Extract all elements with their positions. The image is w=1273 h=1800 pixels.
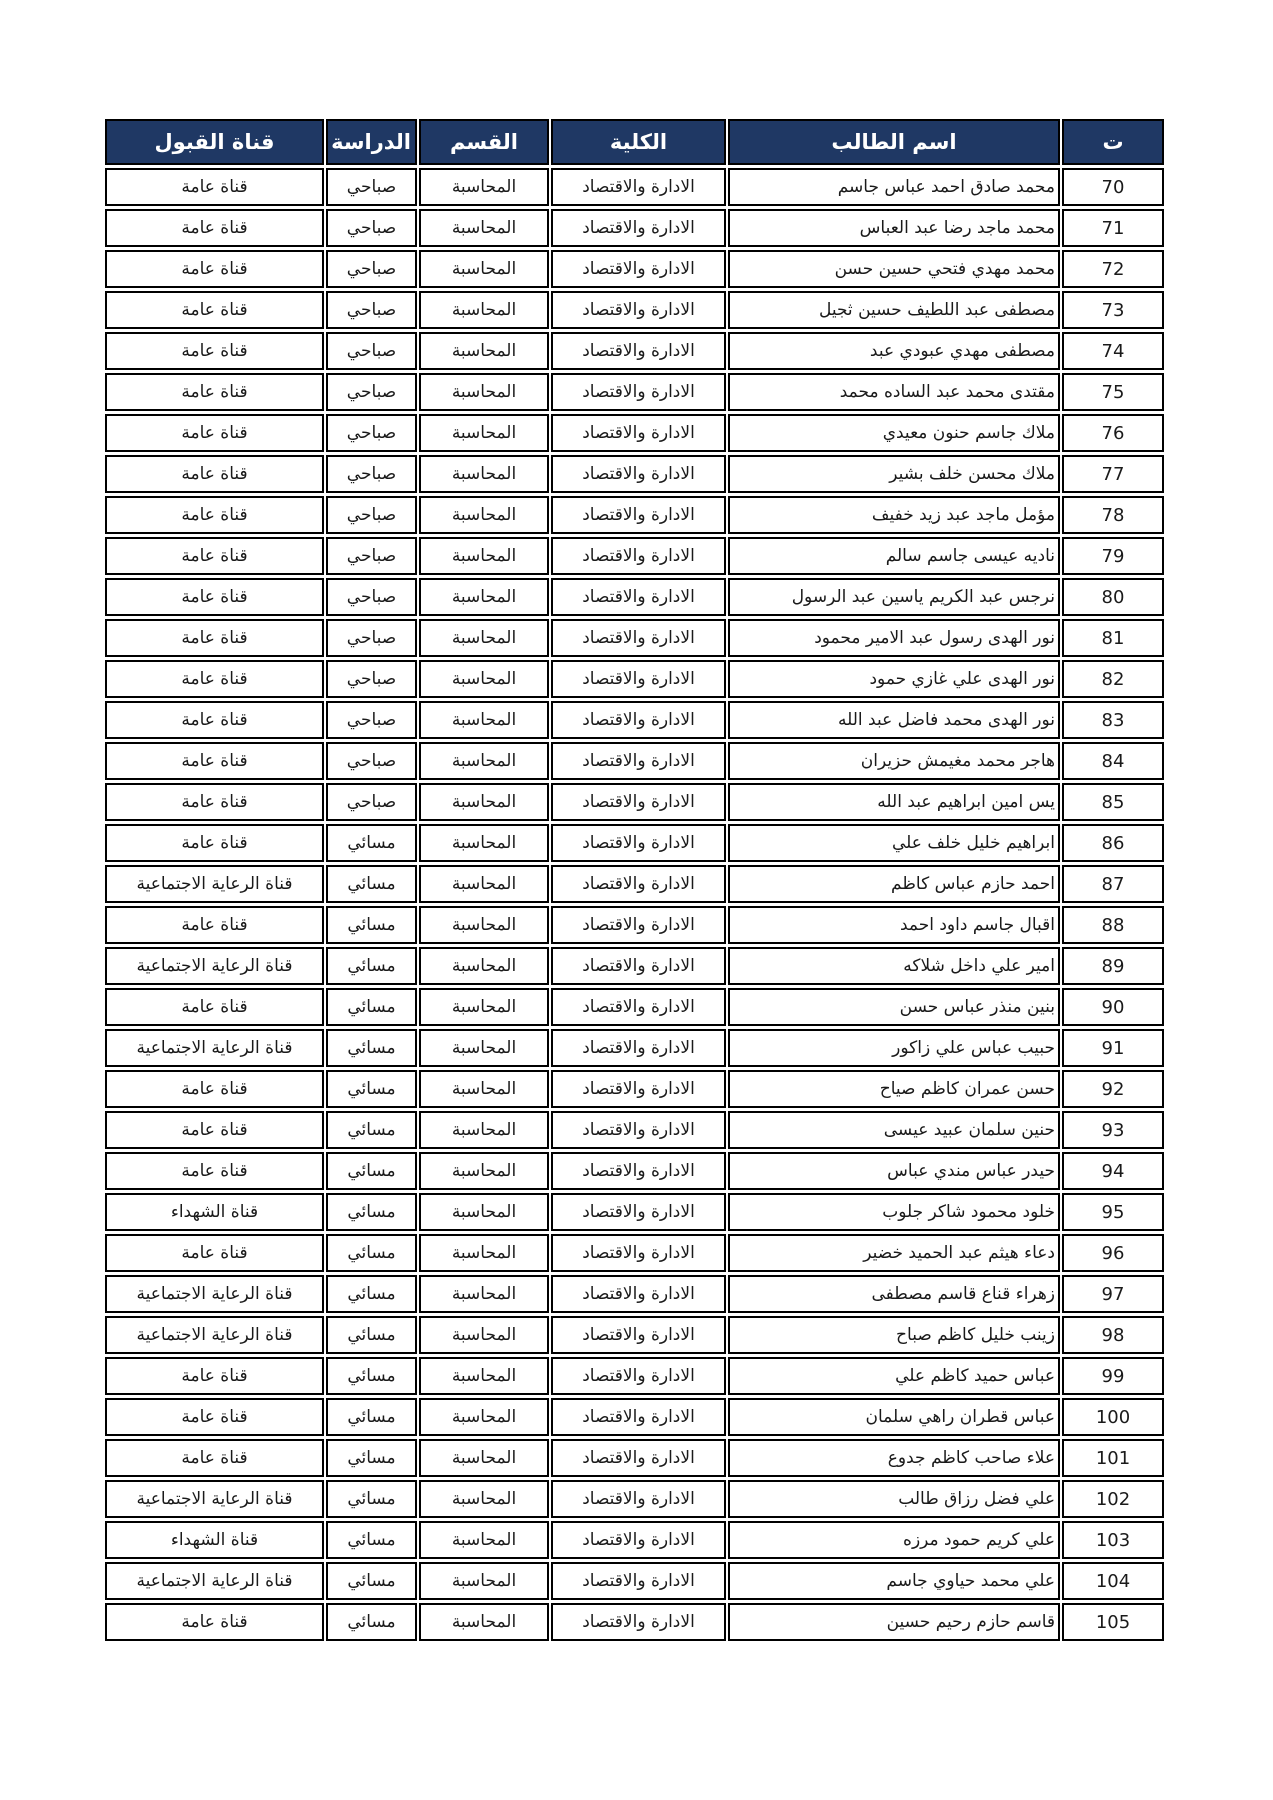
table-row xyxy=(105,537,1164,575)
study-type-cell: صباحي xyxy=(326,250,417,288)
college-cell: الادارة والاقتصاد xyxy=(551,619,726,657)
college-cell: الادارة والاقتصاد xyxy=(551,332,726,370)
student-name-cell: امير علي داخل شلاكه xyxy=(728,947,1060,985)
student-name-cell: حيدر عباس مندي عباس xyxy=(728,1152,1060,1190)
table-row xyxy=(105,988,1164,1026)
student-name-cell: نور الهدى علي غازي حمود xyxy=(728,660,1060,698)
student-name-cell: يس امين ابراهيم عبد الله xyxy=(728,783,1060,821)
department-cell: المحاسبة xyxy=(419,660,549,698)
table-row xyxy=(105,291,1164,329)
row-index-cell: 103 xyxy=(1062,1521,1164,1559)
row-index-cell: 88 xyxy=(1062,906,1164,944)
table-row xyxy=(105,1316,1164,1354)
header-college: الكلية xyxy=(551,119,726,165)
table-row xyxy=(105,373,1164,411)
college-cell: الادارة والاقتصاد xyxy=(551,660,726,698)
study-type-cell: صباحي xyxy=(326,701,417,739)
row-index-cell: 91 xyxy=(1062,1029,1164,1067)
student-name-cell: نور الهدى رسول عبد الامير محمود xyxy=(728,619,1060,657)
student-name-cell: ملاك محسن خلف بشير xyxy=(728,455,1060,493)
admission-channel-cell: قناة عامة xyxy=(105,742,324,780)
table-row xyxy=(105,1152,1164,1190)
row-index-cell: 104 xyxy=(1062,1562,1164,1600)
admission-channel-cell: قناة عامة xyxy=(105,537,324,575)
student-name-cell: ملاك جاسم حنون معيدي xyxy=(728,414,1060,452)
header-department: القسم xyxy=(419,119,549,165)
student-name-cell: دعاء هيثم عبد الحميد خضير xyxy=(728,1234,1060,1272)
college-cell: الادارة والاقتصاد xyxy=(551,1070,726,1108)
study-type-cell: مسائي xyxy=(326,1275,417,1313)
table-row xyxy=(105,824,1164,862)
row-index-cell: 87 xyxy=(1062,865,1164,903)
table-row xyxy=(105,1398,1164,1436)
study-type-cell: مسائي xyxy=(326,1562,417,1600)
row-index-cell: 99 xyxy=(1062,1357,1164,1395)
admission-channel-cell: قناة عامة xyxy=(105,906,324,944)
department-cell: المحاسبة xyxy=(419,1357,549,1395)
student-name-cell: عباس قطران راهي سلمان xyxy=(728,1398,1060,1436)
admission-channel-cell: قناة عامة xyxy=(105,209,324,247)
student-name-cell: زينب خليل كاظم صباح xyxy=(728,1316,1060,1354)
admission-channel-cell: قناة عامة xyxy=(105,660,324,698)
table-row xyxy=(105,619,1164,657)
admission-channel-cell: قناة عامة xyxy=(105,414,324,452)
college-cell: الادارة والاقتصاد xyxy=(551,414,726,452)
admission-channel-cell: قناة عامة xyxy=(105,332,324,370)
college-cell: الادارة والاقتصاد xyxy=(551,906,726,944)
college-cell: الادارة والاقتصاد xyxy=(551,1275,726,1313)
admission-channel-cell: قناة الرعاية الاجتماعية xyxy=(105,1562,324,1600)
department-cell: المحاسبة xyxy=(419,742,549,780)
department-cell: المحاسبة xyxy=(419,824,549,862)
study-type-cell: مسائي xyxy=(326,1480,417,1518)
department-cell: المحاسبة xyxy=(419,1275,549,1313)
table-row xyxy=(105,1070,1164,1108)
admission-channel-cell: قناة الشهداء xyxy=(105,1193,324,1231)
college-cell: الادارة والاقتصاد xyxy=(551,209,726,247)
college-cell: الادارة والاقتصاد xyxy=(551,783,726,821)
department-cell: المحاسبة xyxy=(419,947,549,985)
study-type-cell: صباحي xyxy=(326,414,417,452)
department-cell: المحاسبة xyxy=(419,1234,549,1272)
department-cell: المحاسبة xyxy=(419,537,549,575)
study-type-cell: مسائي xyxy=(326,947,417,985)
table-row xyxy=(105,1439,1164,1477)
college-cell: الادارة والاقتصاد xyxy=(551,947,726,985)
college-cell: الادارة والاقتصاد xyxy=(551,701,726,739)
college-cell: الادارة والاقتصاد xyxy=(551,1152,726,1190)
department-cell: المحاسبة xyxy=(419,578,549,616)
study-type-cell: صباحي xyxy=(326,168,417,206)
table-row xyxy=(105,1029,1164,1067)
college-cell: الادارة والاقتصاد xyxy=(551,455,726,493)
student-name-cell: محمد مهدي فتحي حسين حسن xyxy=(728,250,1060,288)
student-name-cell: مقتدى محمد عبد الساده محمد xyxy=(728,373,1060,411)
department-cell: المحاسبة xyxy=(419,496,549,534)
admission-channel-cell: قناة عامة xyxy=(105,578,324,616)
department-cell: المحاسبة xyxy=(419,209,549,247)
college-cell: الادارة والاقتصاد xyxy=(551,1357,726,1395)
student-name-cell: مؤمل ماجد عبد زيد خفيف xyxy=(728,496,1060,534)
student-name-cell: محمد ماجد رضا عبد العباس xyxy=(728,209,1060,247)
table-row xyxy=(105,1193,1164,1231)
row-index-cell: 72 xyxy=(1062,250,1164,288)
table-row xyxy=(105,168,1164,206)
department-cell: المحاسبة xyxy=(419,1603,549,1641)
college-cell: الادارة والاقتصاد xyxy=(551,373,726,411)
study-type-cell: مسائي xyxy=(326,1070,417,1108)
college-cell: الادارة والاقتصاد xyxy=(551,168,726,206)
student-name-cell: علاء صاحب كاظم جدوع xyxy=(728,1439,1060,1477)
admission-channel-cell: قناة عامة xyxy=(105,250,324,288)
row-index-cell: 100 xyxy=(1062,1398,1164,1436)
student-name-cell: احمد حازم عباس كاظم xyxy=(728,865,1060,903)
college-cell: الادارة والاقتصاد xyxy=(551,1562,726,1600)
header-row xyxy=(105,119,1164,165)
department-cell: المحاسبة xyxy=(419,988,549,1026)
study-type-cell: صباحي xyxy=(326,660,417,698)
admission-channel-cell: قناة الشهداء xyxy=(105,1521,324,1559)
admission-channel-cell: قناة الرعاية الاجتماعية xyxy=(105,1029,324,1067)
header-study-type: الدراسة xyxy=(326,119,417,165)
student-name-cell: خلود محمود شاكر جلوب xyxy=(728,1193,1060,1231)
row-index-cell: 73 xyxy=(1062,291,1164,329)
admission-channel-cell: قناة عامة xyxy=(105,701,324,739)
student-name-cell: قاسم حازم رحيم حسين xyxy=(728,1603,1060,1641)
row-index-cell: 81 xyxy=(1062,619,1164,657)
department-cell: المحاسبة xyxy=(419,332,549,370)
department-cell: المحاسبة xyxy=(419,1029,549,1067)
table-row xyxy=(105,1357,1164,1395)
student-name-cell: ناديه عيسى جاسم سالم xyxy=(728,537,1060,575)
admission-channel-cell: قناة الرعاية الاجتماعية xyxy=(105,865,324,903)
department-cell: المحاسبة xyxy=(419,1152,549,1190)
admission-channel-cell: قناة عامة xyxy=(105,373,324,411)
table-row xyxy=(105,1521,1164,1559)
row-index-cell: 89 xyxy=(1062,947,1164,985)
study-type-cell: مسائي xyxy=(326,865,417,903)
row-index-cell: 82 xyxy=(1062,660,1164,698)
department-cell: المحاسبة xyxy=(419,1316,549,1354)
student-name-cell: مصطفى مهدي عبودي عبد xyxy=(728,332,1060,370)
header-index: ت xyxy=(1062,119,1164,165)
admission-channel-cell: قناة عامة xyxy=(105,1357,324,1395)
header-admission-channel: قناة القبول xyxy=(105,119,324,165)
college-cell: الادارة والاقتصاد xyxy=(551,291,726,329)
admission-channel-cell: قناة عامة xyxy=(105,1234,324,1272)
row-index-cell: 84 xyxy=(1062,742,1164,780)
study-type-cell: مسائي xyxy=(326,1603,417,1641)
student-name-cell: حنين سلمان عبيد عيسى xyxy=(728,1111,1060,1149)
student-name-cell: بنين منذر عباس حسن xyxy=(728,988,1060,1026)
student-name-cell: اقبال جاسم داود احمد xyxy=(728,906,1060,944)
row-index-cell: 90 xyxy=(1062,988,1164,1026)
department-cell: المحاسبة xyxy=(419,619,549,657)
table-row xyxy=(105,865,1164,903)
row-index-cell: 95 xyxy=(1062,1193,1164,1231)
table-row xyxy=(105,414,1164,452)
admission-channel-cell: قناة عامة xyxy=(105,168,324,206)
department-cell: المحاسبة xyxy=(419,1439,549,1477)
department-cell: المحاسبة xyxy=(419,414,549,452)
college-cell: الادارة والاقتصاد xyxy=(551,742,726,780)
row-index-cell: 101 xyxy=(1062,1439,1164,1477)
table-row xyxy=(105,947,1164,985)
study-type-cell: مسائي xyxy=(326,906,417,944)
student-name-cell: ابراهيم خليل خلف علي xyxy=(728,824,1060,862)
header-student-name: اسم الطالب xyxy=(728,119,1060,165)
college-cell: الادارة والاقتصاد xyxy=(551,1029,726,1067)
student-name-cell: نرجس عبد الكريم ياسين عبد الرسول xyxy=(728,578,1060,616)
department-cell: المحاسبة xyxy=(419,1521,549,1559)
table-row xyxy=(105,496,1164,534)
row-index-cell: 78 xyxy=(1062,496,1164,534)
study-type-cell: صباحي xyxy=(326,455,417,493)
department-cell: المحاسبة xyxy=(419,455,549,493)
study-type-cell: مسائي xyxy=(326,1234,417,1272)
department-cell: المحاسبة xyxy=(419,906,549,944)
study-type-cell: صباحي xyxy=(326,496,417,534)
study-type-cell: مسائي xyxy=(326,1193,417,1231)
study-type-cell: مسائي xyxy=(326,1521,417,1559)
study-type-cell: صباحي xyxy=(326,373,417,411)
student-name-cell: عباس حميد كاظم علي xyxy=(728,1357,1060,1395)
college-cell: الادارة والاقتصاد xyxy=(551,1603,726,1641)
study-type-cell: مسائي xyxy=(326,1398,417,1436)
department-cell: المحاسبة xyxy=(419,865,549,903)
study-type-cell: صباحي xyxy=(326,209,417,247)
department-cell: المحاسبة xyxy=(419,250,549,288)
study-type-cell: مسائي xyxy=(326,1029,417,1067)
row-index-cell: 77 xyxy=(1062,455,1164,493)
study-type-cell: مسائي xyxy=(326,1316,417,1354)
admission-channel-cell: قناة عامة xyxy=(105,783,324,821)
table-row xyxy=(105,332,1164,370)
study-type-cell: مسائي xyxy=(326,824,417,862)
row-index-cell: 94 xyxy=(1062,1152,1164,1190)
row-index-cell: 86 xyxy=(1062,824,1164,862)
college-cell: الادارة والاقتصاد xyxy=(551,1234,726,1272)
admission-channel-cell: قناة عامة xyxy=(105,291,324,329)
row-index-cell: 92 xyxy=(1062,1070,1164,1108)
row-index-cell: 102 xyxy=(1062,1480,1164,1518)
table-row xyxy=(105,1111,1164,1149)
table-row xyxy=(105,1603,1164,1641)
row-index-cell: 71 xyxy=(1062,209,1164,247)
table-row xyxy=(105,250,1164,288)
table-row xyxy=(105,783,1164,821)
admission-channel-cell: قناة عامة xyxy=(105,1603,324,1641)
admission-channel-cell: قناة الرعاية الاجتماعية xyxy=(105,1316,324,1354)
student-name-cell: علي محمد حياوي جاسم xyxy=(728,1562,1060,1600)
student-admission-table xyxy=(103,116,1166,1644)
college-cell: الادارة والاقتصاد xyxy=(551,1439,726,1477)
college-cell: الادارة والاقتصاد xyxy=(551,988,726,1026)
student-table-body xyxy=(105,168,1164,1641)
study-type-cell: مسائي xyxy=(326,1111,417,1149)
table-row xyxy=(105,1562,1164,1600)
department-cell: المحاسبة xyxy=(419,1480,549,1518)
student-name-cell: حسن عمران كاظم صياح xyxy=(728,1070,1060,1108)
college-cell: الادارة والاقتصاد xyxy=(551,578,726,616)
study-type-cell: صباحي xyxy=(326,742,417,780)
row-index-cell: 93 xyxy=(1062,1111,1164,1149)
student-name-cell: محمد صادق احمد عباس جاسم xyxy=(728,168,1060,206)
department-cell: المحاسبة xyxy=(419,168,549,206)
admission-channel-cell: قناة عامة xyxy=(105,1439,324,1477)
college-cell: الادارة والاقتصاد xyxy=(551,1398,726,1436)
study-type-cell: مسائي xyxy=(326,1357,417,1395)
student-name-cell: علي فضل رزاق طالب xyxy=(728,1480,1060,1518)
row-index-cell: 98 xyxy=(1062,1316,1164,1354)
study-type-cell: مسائي xyxy=(326,988,417,1026)
department-cell: المحاسبة xyxy=(419,783,549,821)
department-cell: المحاسبة xyxy=(419,291,549,329)
study-type-cell: صباحي xyxy=(326,537,417,575)
college-cell: الادارة والاقتصاد xyxy=(551,1193,726,1231)
department-cell: المحاسبة xyxy=(419,701,549,739)
admission-channel-cell: قناة عامة xyxy=(105,496,324,534)
row-index-cell: 83 xyxy=(1062,701,1164,739)
admission-channel-cell: قناة عامة xyxy=(105,988,324,1026)
college-cell: الادارة والاقتصاد xyxy=(551,824,726,862)
student-name-cell: مصطفى عبد اللطيف حسين ثجيل xyxy=(728,291,1060,329)
admission-channel-cell: قناة الرعاية الاجتماعية xyxy=(105,947,324,985)
admission-channel-cell: قناة عامة xyxy=(105,1070,324,1108)
study-type-cell: صباحي xyxy=(326,619,417,657)
table-row xyxy=(105,742,1164,780)
college-cell: الادارة والاقتصاد xyxy=(551,250,726,288)
student-name-cell: حبيب عباس علي زاكور xyxy=(728,1029,1060,1067)
admission-channel-cell: قناة الرعاية الاجتماعية xyxy=(105,1275,324,1313)
department-cell: المحاسبة xyxy=(419,1070,549,1108)
college-cell: الادارة والاقتصاد xyxy=(551,865,726,903)
table-row xyxy=(105,660,1164,698)
department-cell: المحاسبة xyxy=(419,1193,549,1231)
student-name-cell: نور الهدى محمد فاضل عبد الله xyxy=(728,701,1060,739)
row-index-cell: 79 xyxy=(1062,537,1164,575)
table-row xyxy=(105,209,1164,247)
row-index-cell: 76 xyxy=(1062,414,1164,452)
table-row xyxy=(105,1275,1164,1313)
study-type-cell: صباحي xyxy=(326,578,417,616)
row-index-cell: 75 xyxy=(1062,373,1164,411)
college-cell: الادارة والاقتصاد xyxy=(551,537,726,575)
student-name-cell: هاجر محمد مغيمش حزيران xyxy=(728,742,1060,780)
college-cell: الادارة والاقتصاد xyxy=(551,1316,726,1354)
department-cell: المحاسبة xyxy=(419,1111,549,1149)
department-cell: المحاسبة xyxy=(419,373,549,411)
department-cell: المحاسبة xyxy=(419,1562,549,1600)
row-index-cell: 105 xyxy=(1062,1603,1164,1641)
college-cell: الادارة والاقتصاد xyxy=(551,1480,726,1518)
admission-channel-cell: قناة عامة xyxy=(105,824,324,862)
row-index-cell: 85 xyxy=(1062,783,1164,821)
admission-channel-cell: قناة عامة xyxy=(105,619,324,657)
department-cell: المحاسبة xyxy=(419,1398,549,1436)
study-type-cell: صباحي xyxy=(326,332,417,370)
study-type-cell: مسائي xyxy=(326,1152,417,1190)
row-index-cell: 97 xyxy=(1062,1275,1164,1313)
study-type-cell: صباحي xyxy=(326,291,417,329)
row-index-cell: 96 xyxy=(1062,1234,1164,1272)
admission-channel-cell: قناة عامة xyxy=(105,1152,324,1190)
admission-channel-cell: قناة عامة xyxy=(105,1111,324,1149)
table-row xyxy=(105,701,1164,739)
table-row xyxy=(105,1234,1164,1272)
table-row xyxy=(105,455,1164,493)
table-row xyxy=(105,1480,1164,1518)
study-type-cell: مسائي xyxy=(326,1439,417,1477)
study-type-cell: صباحي xyxy=(326,783,417,821)
student-name-cell: علي كريم حمود مرزه xyxy=(728,1521,1060,1559)
college-cell: الادارة والاقتصاد xyxy=(551,1521,726,1559)
table-row xyxy=(105,578,1164,616)
table-row xyxy=(105,906,1164,944)
student-name-cell: زهراء قناع قاسم مصطفى xyxy=(728,1275,1060,1313)
admission-channel-cell: قناة الرعاية الاجتماعية xyxy=(105,1480,324,1518)
admission-channel-cell: قناة عامة xyxy=(105,1398,324,1436)
college-cell: الادارة والاقتصاد xyxy=(551,496,726,534)
college-cell: الادارة والاقتصاد xyxy=(551,1111,726,1149)
row-index-cell: 70 xyxy=(1062,168,1164,206)
row-index-cell: 80 xyxy=(1062,578,1164,616)
admission-channel-cell: قناة عامة xyxy=(105,455,324,493)
row-index-cell: 74 xyxy=(1062,332,1164,370)
